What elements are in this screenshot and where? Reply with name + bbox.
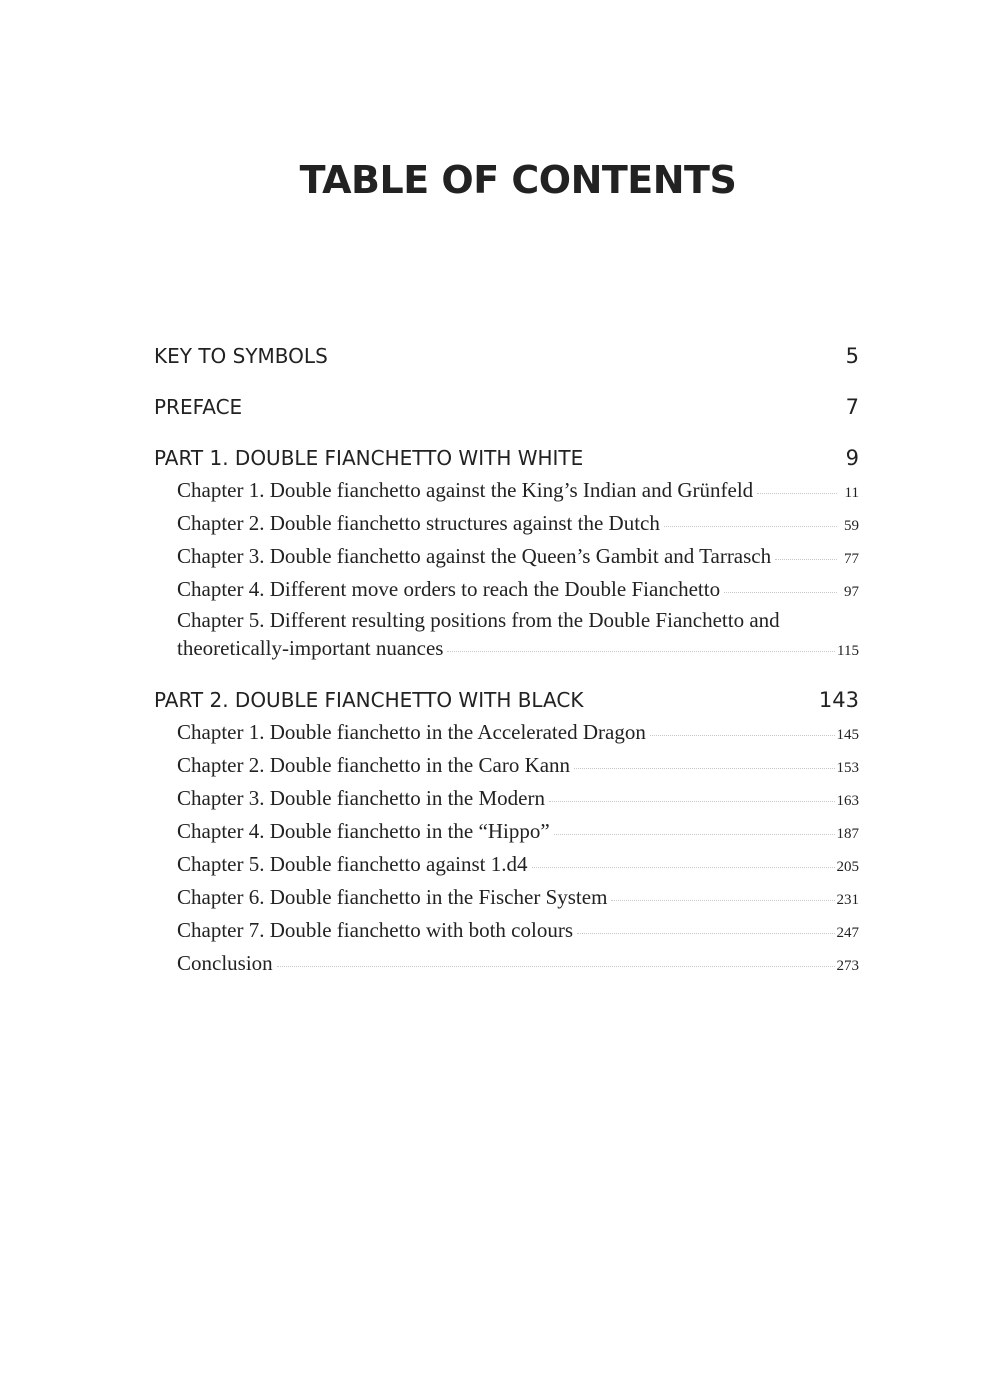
toc-chapter-p2-c2[interactable] <box>154 749 859 782</box>
toc-chapter-p2-c1[interactable] <box>154 716 859 749</box>
chapter-page: 153 <box>836 760 859 776</box>
chapter-label: Chapter 2. Double fianchetto in the Caro Kann <box>177 753 571 777</box>
toc-chapter-p2-c7[interactable] <box>154 914 859 947</box>
chapter-page: 97 <box>844 584 859 600</box>
chapter-page: 273 <box>836 958 859 974</box>
entry-label: KEY TO SYMBOLS <box>154 344 328 368</box>
chapter-label: Chapter 3. Double fianchetto against the Queen’s Gambit and Tarrasch <box>177 544 772 568</box>
chapter-label-line1: Chapter 5. Different resulting positions from the Double Fianchetto and <box>177 608 780 632</box>
chapter-label: Chapter 1. Double fianchetto in the Accelerated Dragon <box>177 720 646 744</box>
toc-chapter-p2-c5[interactable] <box>154 848 859 881</box>
chapter-page: 187 <box>836 826 859 842</box>
dot-leader <box>532 867 835 868</box>
dot-leader <box>757 493 837 494</box>
chapter-label: Chapter 5. Double fianchetto against 1.d4 <box>177 852 528 876</box>
toc-chapter-p1-c4[interactable] <box>154 573 859 606</box>
part-label: PART 2. DOUBLE FIANCHETTO WITH BLACK <box>154 688 584 712</box>
dot-leader <box>574 768 834 769</box>
part-label: PART 1. DOUBLE FIANCHETTO WITH WHITE <box>154 446 584 470</box>
dot-leader <box>549 801 835 802</box>
dot-leader <box>775 559 837 560</box>
dot-leader <box>664 526 837 527</box>
dot-leader <box>554 834 835 835</box>
chapter-label: Chapter 7. Double fianchetto with both colours <box>177 918 573 942</box>
chapter-label-line2: theoretically-important nuances <box>177 636 444 660</box>
entry-page: 5 <box>845 344 859 368</box>
chapter-page: 59 <box>844 518 859 534</box>
part-page: 9 <box>845 446 859 470</box>
dot-leader <box>650 735 835 736</box>
toc-chapter-p2-c4[interactable] <box>154 815 859 848</box>
toc-chapter-p2-c6[interactable] <box>154 881 859 914</box>
chapter-label: Chapter 6. Double fianchetto in the Fischer System <box>177 885 608 909</box>
chapter-label: Conclusion <box>177 951 273 975</box>
chapter-page: 77 <box>844 551 859 567</box>
toc-entry-preface[interactable] <box>154 391 859 423</box>
part-page: 143 <box>818 688 859 712</box>
chapter-page: 247 <box>836 925 859 941</box>
chapter-page: 145 <box>836 727 859 743</box>
chapter-label: Chapter 2. Double fianchetto structures against the Dutch <box>177 511 660 535</box>
toc-part-1[interactable] <box>154 442 859 474</box>
toc-part-2[interactable] <box>154 684 859 716</box>
entry-label: PREFACE <box>154 395 243 419</box>
toc-chapter-p1-c3[interactable] <box>154 540 859 573</box>
chapter-label: Chapter 3. Double fianchetto in the Modern <box>177 786 545 810</box>
toc-entry-key-to-symbols[interactable] <box>154 340 859 372</box>
table-of-contents <box>154 340 859 980</box>
toc-entry-conclusion[interactable] <box>154 947 859 980</box>
chapter-page: 231 <box>836 892 859 908</box>
dot-leader <box>611 900 834 901</box>
dot-leader <box>724 592 837 593</box>
chapter-label: Chapter 4. Different move orders to reach the Double Fianchetto <box>177 577 721 601</box>
entry-page: 7 <box>845 395 859 419</box>
chapter-page: 115 <box>837 643 859 659</box>
chapter-page: 163 <box>836 793 859 809</box>
chapter-label: Chapter 4. Double fianchetto in the “Hippo” <box>177 819 550 843</box>
toc-chapter-p1-c1[interactable] <box>154 474 859 507</box>
toc-chapter-p1-c5[interactable] <box>154 606 859 662</box>
chapter-label: Chapter 1. Double fianchetto against the King’s Indian and Grünfeld <box>177 478 754 502</box>
chapter-page: 205 <box>836 859 859 875</box>
toc-chapter-p1-c2[interactable] <box>154 507 859 540</box>
dot-leader <box>577 933 835 934</box>
chapter-page: 11 <box>844 485 859 501</box>
dot-leader <box>447 651 835 652</box>
toc-chapter-p2-c3[interactable] <box>154 782 859 815</box>
dot-leader <box>277 966 835 967</box>
page-title: TABLE OF CONTENTS <box>299 158 737 202</box>
